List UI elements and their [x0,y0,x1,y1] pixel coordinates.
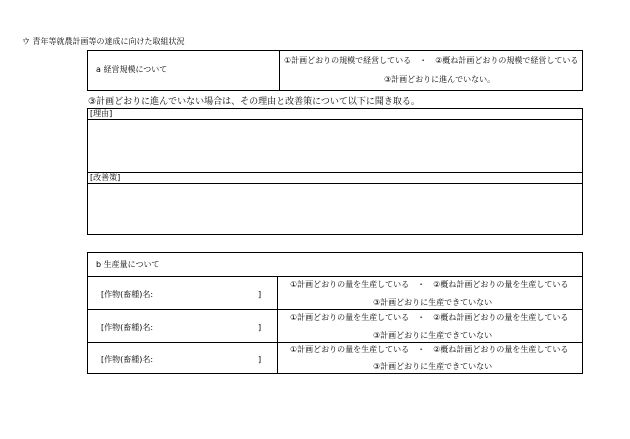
production-divider [277,277,278,373]
reason-improvement-box [87,108,583,235]
production-option-line2[interactable]: ③計画どおりに生産できていない [373,331,493,340]
scale-divider [279,51,280,90]
reason-bottom-rule [88,172,582,173]
scale-option-line1[interactable]: ①計画どおりの規模で経営している ・ ②概ね計画どおりの規模で経営している [284,56,579,65]
crop-name-field[interactable] [168,354,258,366]
improvement-field[interactable] [88,184,582,234]
production-option-line1[interactable]: ①計画どおりの量を生産している ・ ②概ね計画どおりの量を生産している [290,280,569,289]
crop-name-field[interactable] [168,289,258,301]
production-table [87,252,583,374]
crop-name-field[interactable] [168,322,258,334]
production-option-line1[interactable]: ①計画どおりの量を生産している ・ ②概ね計画どおりの量を生産している [290,313,569,322]
crop-name-label: [作物(畜種)名: [101,290,154,299]
instruction-text: ③計画どおりに進んでいない場合は、その理由と改善策について以下に聞き取る。 [88,97,420,107]
crop-name-label: [作物(畜種)名: [101,323,154,332]
production-header-rule [88,276,582,277]
crop-bracket-close: ] [258,290,262,299]
production-option-line2[interactable]: ③計画どおりに生産できていない [373,362,493,371]
section-title: ウ 青年等就農計画等の達成に向けた取組状況 [22,37,185,46]
scale-option-line2[interactable]: ③計画どおりに進んでいない。 [384,75,496,84]
scale-table [87,50,583,91]
production-label: b 生産量について [96,260,160,269]
production-option-line2[interactable]: ③計画どおりに生産できていない [373,298,493,307]
scale-label: a 経営規模について [96,65,168,74]
production-row-rule [88,342,582,343]
reason-label: [理由] [90,109,113,118]
crop-bracket-close: ] [258,323,262,332]
production-option-line1[interactable]: ①計画どおりの量を生産している ・ ②概ね計画どおりの量を生産している [290,345,569,354]
reason-field[interactable] [88,120,582,172]
crop-name-label: [作物(畜種)名: [101,355,154,364]
improvement-label: [改善策] [90,173,121,182]
crop-bracket-close: ] [258,355,262,364]
production-row-rule [88,309,582,310]
